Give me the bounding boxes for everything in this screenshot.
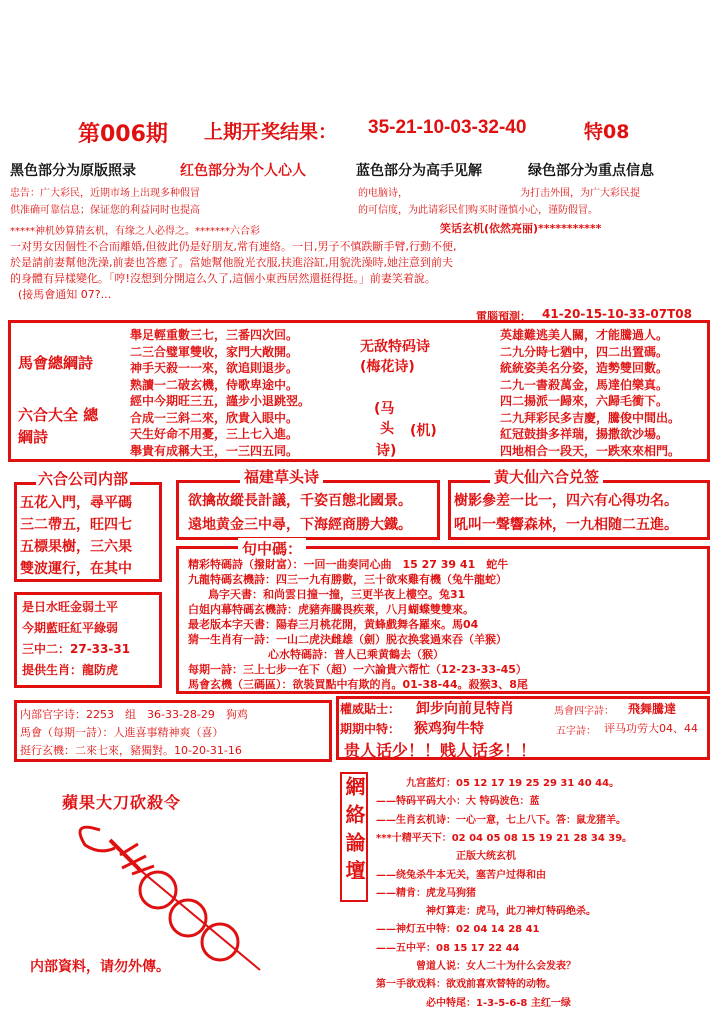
legend-black: 黑色部分为原版照录 (10, 163, 136, 179)
story-line1: 一对男女因個性不合而離婚,但彼此仍是好朋友,常有連絡。一日,男子不慎跌斷手臂,行動不便, (10, 240, 457, 253)
prediction-value: 41-20-15-10-33-07T08 (542, 307, 692, 321)
fujian-title: 福建草头诗 (240, 466, 323, 487)
sentence-lines-item: 每期一詩：三上七步一在下（超）一六論貴六帮忙（12-23-33-45） (188, 663, 527, 676)
poem-right-item: 二九分時七猶中，四二出置碼。 (500, 344, 669, 359)
quanwei-text4: 期期中特： (340, 722, 401, 736)
sentence-title: 句中碼： (238, 538, 306, 559)
company-lines-item: 五花入門，尋平碼 (20, 495, 132, 511)
legend-red: 红色部分为个人心人 (180, 163, 306, 179)
past-lines-item: 是日水旺金弱土平 (22, 600, 119, 614)
quanwei-text3: 飛舞騰達 (628, 702, 677, 716)
forum-lines-item: 正版大统玄机 (456, 851, 516, 863)
quanwei-text2: 馬會四字詩： (554, 706, 614, 717)
sentence-lines-item: 猜一生肖有一詩：一山二虎決雌雄（劍）脱衣换裳過來吞（羊猴） (188, 633, 507, 646)
story-line4: (接馬會通知 07?... (18, 288, 112, 301)
notice-line2-left: 供准确可靠信息；保证您的利益同时也提高 (10, 205, 200, 216)
forum-lines-item: ——精肯：虎龙马狗猪 (376, 887, 476, 899)
past-lines-item: 三中二：27-33-31 (22, 642, 131, 656)
poem-left-item: 熟讀一二破玄機，侍歌卑途中。 (130, 377, 299, 392)
poem-left-item: 合成一三斜二來，欣貴入眼中。 (130, 410, 299, 425)
mid-c: (机) (410, 423, 437, 439)
inner-line3: 挺行玄機：二來七來，豬獨對。10-20-31-16 (20, 744, 242, 757)
past-lines-item: 今期藍旺紅平綠弱 (22, 621, 119, 635)
mid-a: (马 (374, 401, 395, 417)
company-lines-item: 三二帶五，旺四七 (20, 517, 132, 533)
notice-line2-mid: 的可信度，为此请彩民们购买时谨慎小心，谨防假冒。 (358, 205, 598, 216)
quanwei-text5: 猴鸡狗牛特 (414, 721, 484, 737)
inner-line2: 馬會（每期一詩）：人進喜事精神爽（喜） (20, 726, 224, 739)
poem-right-item: 二九一書殺萬金，馬達伯樂真。 (500, 377, 669, 392)
quanwei-text6: 五字詩： (556, 726, 596, 737)
huang-line1: 樹影參差一比一，四六有心得功名。 (454, 493, 678, 509)
poem-left-item: 舉足輕重數三七，三番四次回。 (130, 328, 299, 342)
forum-lines-item: ——神灯五中特：02 04 14 28 41 (376, 924, 540, 936)
poem-right-item: 紅冠鼓掛多祥瑞，揚撒欲沙場。 (500, 427, 669, 441)
mahui-title: 馬會總綱詩 (18, 354, 94, 372)
mid-title1: 无敌特码诗 (360, 339, 430, 355)
forum-title: 網絡論壇 (342, 776, 366, 888)
poem-left-item: 神手天殺一一來，欲追則退步。 (130, 361, 299, 375)
quanwei-big: 贵人话少！！贱人话多！！ (344, 741, 537, 760)
issue-number: 第006期 (78, 122, 168, 147)
fujian-line1: 欲擒故縱長計議，千姿百態北國景。 (188, 493, 412, 509)
poem-left-item: 經中今期旺三五，謹步小退跳翌。 (130, 394, 311, 408)
poem-left-item: 舉貴有成稱大王，一三四五同。 (130, 443, 299, 458)
inner-line1: 内部官字诗：2253 组 36-33-28-29 狗鸡 (20, 708, 248, 721)
notice-line3-right: 笑话玄机(依然亮丽)*********** (440, 222, 602, 235)
past-lines-item: 提供生肖：龍防虎 (22, 663, 119, 677)
liuhe-title: 六合大全 總綱詩 (18, 406, 99, 446)
mid-d: 诗) (376, 443, 397, 459)
poem-left-item: 二三合璧軍雙收，家門大敞開。 (130, 344, 299, 359)
mid-title2: (梅花诗) (360, 359, 415, 375)
notice-line1-mid: 的电脑诗， (358, 188, 408, 199)
huang-title: 黄大仙六合兑签 (490, 466, 603, 487)
mid-b: 头 (380, 421, 394, 437)
apple-title: 蘋果大刀砍殺令 (62, 793, 182, 812)
forum-lines-item: ——特码平码大小：大 特码波色：蓝 (376, 796, 540, 808)
sentence-lines-item: 鳥字天書：和尚雲日撞一撞，三更半夜上樓空。兔31 (208, 588, 466, 601)
sentence-lines-item: 馬會玄機（三碼區）：欲裝買點中有欺的肖。01-38-44。殺猴3、8尾 (188, 678, 528, 691)
legend-green: 绿色部分为重点信息 (528, 163, 654, 179)
quanwei-text1: 卸步向前見特肖 (416, 701, 514, 717)
story-line2: 於是請前妻幫他洗澡,前妻也答應了。當她幫他脫光衣服,扶進浴缸,用貌洗澡時,她注意到前夫 (10, 256, 453, 269)
quanwei-text7: 评马功劳大04、44 (604, 722, 698, 735)
poem-right-item: 英雄難逃美人關，才能騰過人。 (500, 328, 669, 342)
forum-lines-item: 曾道人说：女人二十为什么会发表？ (416, 961, 576, 972)
sentence-lines-item: 精彩特碼詩（撥財富）：一回一曲奏同心曲 15 27 39 41 蛇牛 (188, 558, 509, 571)
poem-right-item: 四二揚派一歸來，六歸毛衝下。 (500, 394, 669, 408)
forum-lines-item: ——五中平：08 15 17 22 44 (376, 942, 520, 954)
forum-lines-item: ***十精平天下：02 04 05 08 15 19 21 28 34 39。 (376, 832, 633, 844)
sword-illustration (60, 810, 280, 980)
sentence-lines-item: 九龍特碼玄機詩：四三一九有勝數，三十欲來雞有機（兔牛龍蛇） (188, 573, 507, 586)
sentence-lines-item: 心水特碼詩：普人已乘黄鶴去（猴） (268, 648, 444, 661)
result-label: 上期开奖结果： (204, 121, 338, 143)
sentence-lines-item: 最老版本字天書：陽春三月桃花開，黄蜂戲舞各羅來。馬04 (188, 618, 479, 631)
notice-line1-left: 忠告：广大彩民，近期市场上出现多种假冒 (10, 188, 200, 199)
forum-lines-item: 九宫蓝灯：05 12 17 19 25 29 31 40 44。 (406, 778, 620, 789)
fujian-line2: 遠地黄金三中尋，下海經商勝大鐵。 (188, 517, 412, 533)
huang-line2: 吼叫一聲響森林，一九相随二五進。 (454, 517, 678, 533)
legend-blue: 蓝色部分为高手见解 (356, 163, 482, 179)
prediction-label: 電腦預測： (476, 310, 531, 323)
quanwei-label: 權威貼士： (340, 702, 401, 716)
special-number: 特08 (584, 121, 630, 143)
notice-line1-right: 为打击外围，为广大彩民提 (520, 188, 640, 199)
poem-right-item: 四地相合一段天，一跌來來相門。 (500, 443, 681, 458)
forum-lines-item: 必中特尾：1-3-5-6-8 主红一绿 (426, 997, 571, 1009)
sentence-lines-item: 白姐内幕特碼玄機詩：虎豬奔騰畏疾萊，八月蝴蝶雙雙來。 (188, 603, 474, 616)
forum-lines-item: ——生肖玄机诗：一心一意，七上八下。答：鼠龙猪羊。 (376, 814, 626, 826)
story-line3: 的身體有异樣變化。「哼!沒想到分開這么久了,這個小東西居然還挺得挺。」前妻笑着說。 (10, 272, 436, 285)
forum-lines-item: 神灯算走：虎马，此刀神灯特码绝杀。 (426, 906, 596, 918)
poem-left-item: 天生好命不用憂，三上七入進。 (130, 427, 299, 441)
company-lines-item: 五標果樹，三六果 (20, 539, 132, 555)
forum-lines-item: 第一手欲戏料：欲戏前喜欢替特的动物。 (376, 979, 556, 991)
result-numbers: 35-21-10-03-32-40 (368, 117, 527, 138)
forum-lines-item: ——绕兔杀牛本无关，塞苦户过得和由 (376, 869, 546, 881)
poem-right-item: 二九拜彩民多吉慶，騰俊中間出。 (500, 410, 681, 425)
apple-footer: 内部資料，请勿外傳。 (30, 959, 170, 975)
company-lines-item: 雙波運行，在其中 (20, 561, 132, 577)
company-title: 六合公司内部 (38, 470, 129, 488)
notice-line3-left: *****神机妙算猜玄机，有缘之人必得之。*******六合彩 (10, 226, 260, 237)
poem-right-item: 統統姿美名分姿，造勢雙回數。 (500, 361, 669, 375)
